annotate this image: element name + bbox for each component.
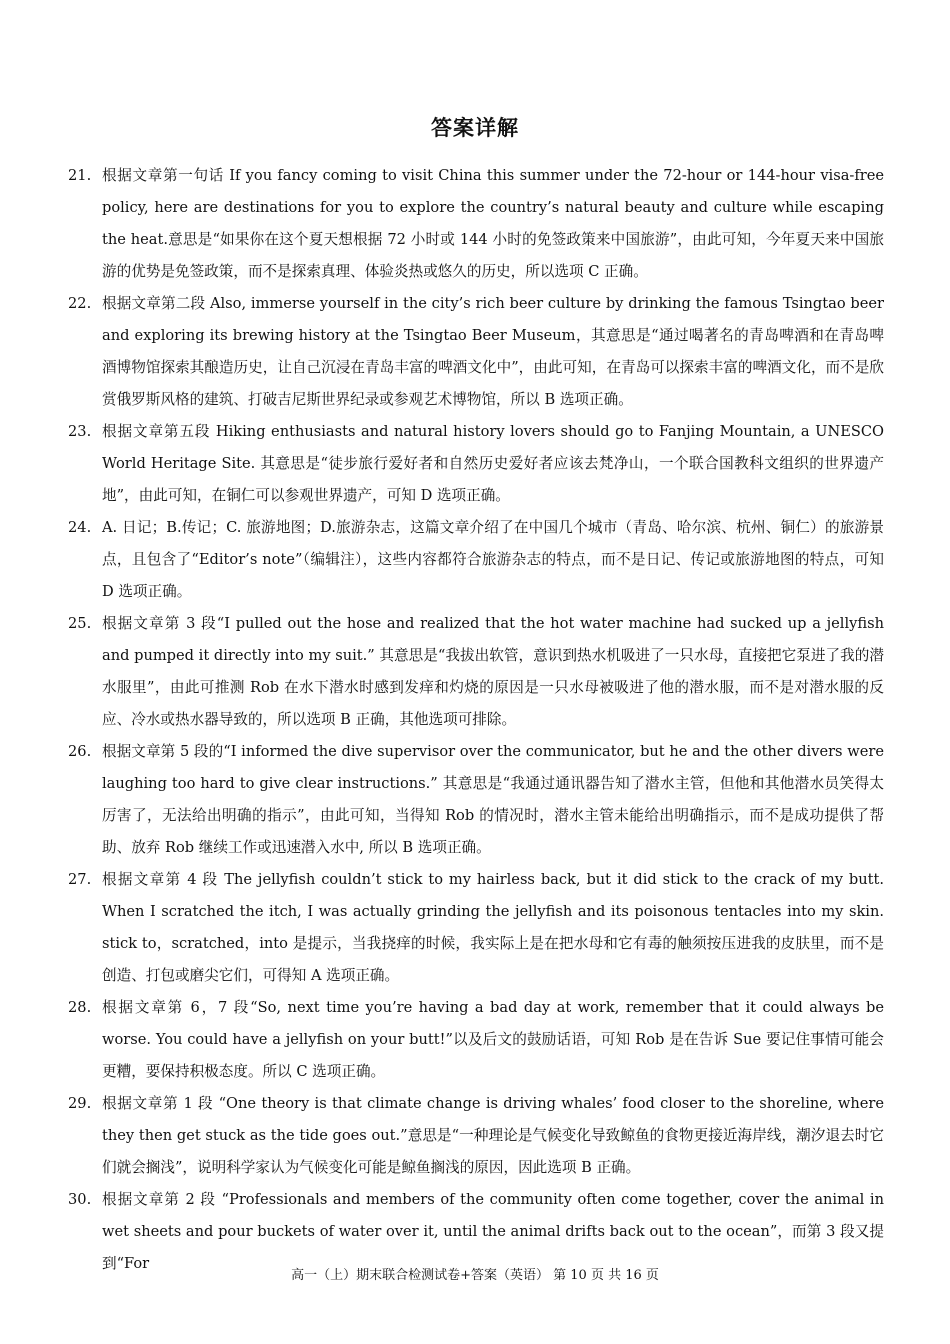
answer-text: A. 日记；B.传记；C. 旅游地图；D.旅游杂志，这篇文章介绍了在中国几个城市（青岛、哈尔滨、杭州、铜仁）的旅游景点，且包含了“Editor’s note”（编辑注），这些内容都符合旅游杂志的特点，而不是日记、传记或旅游地图的特点，可知 D 选项正确。 bbox=[102, 519, 884, 600]
answer-number: 24. bbox=[68, 519, 92, 536]
answer-text: 根据文章第 3 段“I pulled out the hose and realized that the hot water machine had sucked up a jellyfish and pumped it directly into my suit.” 其意思是“我拔出软管，意识到热水机吸进了一只水母，直接把它泵进了我的潜水服里”，由此可推测 Rob 在水下潜水时感到发痒和灼烧的原因是一只水母被吸进了他的潜水服，而不是对潜水服的反应、冷水或热水器导致的，所以选项 B 正确，其他选项可排除。 bbox=[102, 615, 884, 728]
answer-number: 23. bbox=[68, 423, 92, 440]
answer-number: 27. bbox=[68, 871, 92, 888]
answer-text: 根据文章第 2 段 “Professionals and members of the community often come together, cover the animal in wet sheets and pour buckets of water over it, until the animal drifts back out to the ocean”，而第 3 段又提到“For bbox=[102, 1191, 884, 1272]
answer-text: 根据文章第五段 Hiking enthusiasts and natural history lovers should go to Fanjing Mountain, a UNESCO World Heritage Site. 其意思是“徒步旅行爱好者和自然历史爱好者应该去梵净山，一个联合国教科文组织的世界遗产地”，由此可知，在铜仁可以参观世界遗产，可知 D 选项正确。 bbox=[102, 423, 884, 504]
answer-number: 21. bbox=[68, 167, 92, 184]
answer-text: 根据文章第二段 Also, immerse yourself in the city’s rich beer culture by drinking the famous Tsingtao beer and exploring its brewing history at the Tsingtao Beer Museum，其意思是“通过喝著名的青岛啤酒和在青岛啤酒博物馆探索其酿造历史，让自己沉浸在青岛丰富的啤酒文化中”，由此可知，在青岛可以探索丰富的啤酒文化，而不是欣赏俄罗斯风格的建筑、打破吉尼斯世界纪录或参观艺术博物馆，所以 B 选项正确。 bbox=[102, 295, 884, 408]
answer-item-24 bbox=[68, 512, 884, 608]
answer-item-22 bbox=[68, 288, 884, 416]
answer-text: 根据文章第 6，7 段“So, next time you’re having a bad day at work, remember that it could always be worse. You could have a jellyfish on your butt!”以及后文的鼓励话语，可知 Rob 是在告诉 Sue 要记住事情可能会更糟，要保持积极态度。所以 C 选项正确。 bbox=[102, 999, 884, 1080]
answer-number: 22. bbox=[68, 295, 92, 312]
answer-item-27 bbox=[68, 864, 884, 992]
answer-number: 26. bbox=[68, 743, 92, 760]
answer-text: 根据文章第 5 段的“I informed the dive supervisor over the communicator, but he and the other divers were laughing too hard to give clear instructions.” 其意思是“我通过通讯器告知了潜水主管，但他和其他潜水员笑得太厉害了，无法给出明确的指示”，由此可知，当得知 Rob 的情况时，潜水主管未能给出明确指示，而不是成功提供了帮助、放弃 Rob 继续工作或迅速潜入水中, 所以 B 选项正确。 bbox=[102, 743, 884, 856]
answer-item-25 bbox=[68, 608, 884, 736]
answer-item-28 bbox=[68, 992, 884, 1088]
answer-text: 根据文章第一句话 If you fancy coming to visit China this summer under the 72-hour or 144-hour visa-free policy, here are destinations for you to explore the country’s natural beauty and culture while escaping the heat.意思是“如果你在这个夏天想根据 72 小时或 144 小时的免签政策来中国旅游”，由此可知，今年夏天来中国旅游的优势是免签政策，而不是探索真理、体验炎热或悠久的历史，所以选项 C 正确。 bbox=[102, 167, 884, 280]
answer-number: 29. bbox=[68, 1095, 92, 1112]
answer-number: 28. bbox=[68, 999, 92, 1016]
page-footer: 高一（上）期末联合检测试卷+答案（英语） 第 10 页 共 16 页 bbox=[291, 1268, 659, 1283]
answer-item-29 bbox=[68, 1088, 884, 1184]
page-title: 答案详解 bbox=[431, 116, 519, 140]
answer-list bbox=[68, 160, 884, 1280]
answer-text: 根据文章第 4 段 The jellyfish couldn’t stick to my hairless back, but it did stick to the crack of my butt. When I scratched the itch, I was actually grinding the jellyfish and its poisonous tentacles into my skin. stick to，scratched，into 是提示，当我挠痒的时候，我实际上是在把水母和它有毒的触须按压进我的皮肤里，而不是创造、打包或磨尖它们，可得知 A 选项正确。 bbox=[102, 871, 884, 984]
answer-number: 30. bbox=[68, 1191, 92, 1208]
answer-item-23 bbox=[68, 416, 884, 512]
answer-item-21 bbox=[68, 160, 884, 288]
answer-text: 根据文章第 1 段 “One theory is that climate change is driving whales’ food closer to the shoreline, where they then get stuck as the tide goes out.”意思是“一种理论是气候变化导致鲸鱼的食物更接近海岸线，潮汐退去时它们就会搁浅”，说明科学家认为气候变化可能是鲸鱼搁浅的原因，因此选项 B 正确。 bbox=[102, 1095, 884, 1176]
answer-item-26 bbox=[68, 736, 884, 864]
answer-number: 25. bbox=[68, 615, 92, 632]
